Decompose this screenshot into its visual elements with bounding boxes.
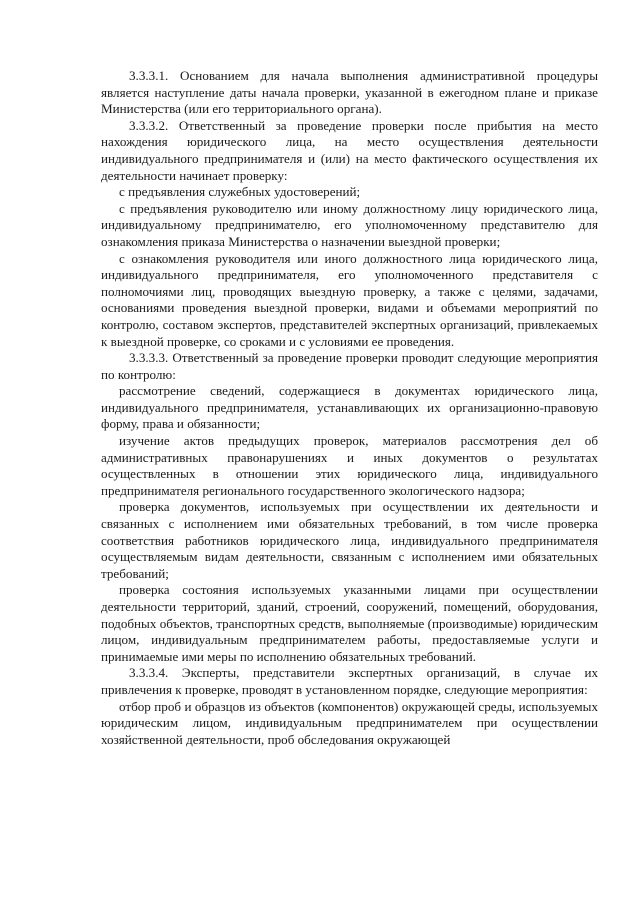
paragraph-3-3-3-3: 3.3.3.3. Ответственный за проведение проверки проводит следующие мероприятия по контролю:: [101, 350, 598, 382]
list-item: с предъявления служебных удостоверений;: [119, 184, 361, 200]
list-item: с ознакомления руководителя или иного должностного лица юридического лица, индивидуального предпринимателя, его уполномоченного представителя с полномочиями лиц, проводящих выездную проверку, а также с целями, задачами, основаниями проведения выездной проверки, видами и объемами мероприятий по контролю, составом экспертов, представителей экспертных организаций, привлекаемых к выездной проверке, со сроками и с условиями ее проведения.: [101, 250, 598, 349]
document-page: [101, 68, 598, 748]
list-item: отбор проб и образцов из объектов (компонентов) окружающей среды, используемых юридическим лицом, индивидуальным предпринимателем при осуществлении хозяйственной деятельности, проб обследования окружающей: [101, 698, 598, 747]
list-item: проверка состояния используемых указанными лицами при осуществлении деятельности территорий, зданий, строений, сооружений, помещений, оборудования, подобных объектов, транспортных средств, выполняемые (производимые) юридическим лицом, индивидуальным предпринимателем работы, предоставляемые услуги и принимаемые ими меры по исполнению обязательных требований.: [101, 582, 598, 664]
list-item: рассмотрение сведений, содержащиеся в документах юридического лица, индивидуального предпринимателя, устанавливающих их организационно-правовую форму, права и обязанности;: [101, 383, 598, 432]
list-item: проверка документов, используемых при осуществлении их деятельности и связанных с исполнением ими обязательных требований, в том числе проверка соответствия работников юридического лица, индивидуального предпринимателя осуществляемым видам деятельности, связанным с исполнением ими обязательных требований;: [101, 499, 598, 581]
list-item: с предъявления руководителю или иному должностному лицу юридического лица, индивидуальному предпринимателю, его уполномоченному представителю для ознакомления приказа Министерства о назначении выездной проверки;: [101, 200, 598, 249]
paragraph-3-3-3-1: 3.3.3.1. Основанием для начала выполнения административной процедуры является наступление даты начала проверки, указанной в ежегодном плане и приказе Министерства (или его территориального органа).: [101, 68, 598, 117]
list-item: изучение актов предыдущих проверок, материалов рассмотрения дел об административных правонарушениях и иных документов о результатах осуществленных в отношении этих юридического лица, индивидуального предпринимателя регионального государственного экологического надзора;: [101, 433, 598, 498]
paragraph-3-3-3-2: 3.3.3.2. Ответственный за проведение проверки после прибытия на место нахождения юридического лица, на место осуществления деятельности индивидуального предпринимателя и (или) на место фактического осуществления их деятельности начинает проверку:: [101, 117, 598, 183]
paragraph-3-3-3-4: 3.3.3.4. Эксперты, представители экспертных организаций, в случае их привлечения к проверке, проводят в установленном порядке, следующие мероприятия:: [101, 665, 598, 697]
